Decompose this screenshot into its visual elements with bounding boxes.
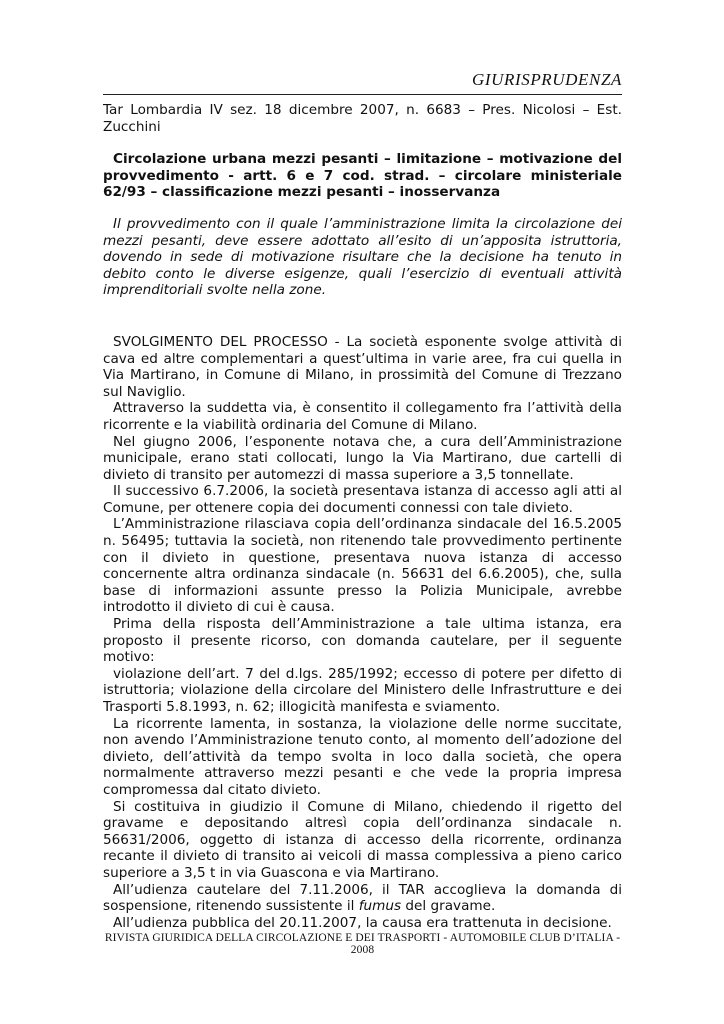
- massima-summary: Il provvedimento con il quale l’amministrazione limita la circolazione dei mezzi pesanti, deve essere adottato all’esito di un’apposita istruttoria, dovendo in sede di motivazione risultare che la decisione ha tenuto in debito conto le diverse esigenze, quali l’esercizio di eventuali attività imprenditoriali svolte nella zone.: [103, 215, 622, 299]
- paragraph: Prima della risposta dell’Amministrazione a tale ultima istanza, era proposto il presente ricorso, con domanda cautelare, per il seguente motivo:: [103, 616, 622, 666]
- paragraph: La ricorrente lamenta, in sostanza, la violazione delle norme succitate, non avendo l’Amministrazione tenuto conto, al momento dell’adozione del divieto, dell’attività da tempo svolta in loco dalla società, che opera normalmente attraverso mezzi pesanti e che vede la propria impresa compromessa dal citato divieto.: [103, 715, 622, 798]
- paragraph: Si costituiva in giudizio il Comune di Milano, chiedendo il rigetto del gravame e depositando altresì copia dell’ordinanza sindacale n. 56631/2006, oggetto di istanza di accesso della ricorrente, ordinanza recante il divieto di transito ai veicoli di massa complessiva a pieno carico superiore a 3,5 t in via Guascona e via Martirano.: [103, 798, 622, 881]
- paragraph: L’Amministrazione rilasciava copia dell’ordinanza sindacale del 16.5.2005 n. 56495; tuttavia la società, non ritenendo tale provvedimento pertinente con il divieto in questione, presentava nuova istanza di accesso concernente altra ordinanza sindacale (n. 56631 del 6.6.2005), che, sulla base di informazioni assunte presso la Polizia Municipale, avrebbe introdotto il divieto di cui è causa.: [103, 516, 622, 616]
- paragraph: violazione dell’art. 7 del d.lgs. 285/1992; eccesso di potere per difetto di istruttoria; violazione della circolare del Ministero delle Infrastrutture e dei Trasporti 5.8.1993, n. 62; illogicità manifesta e sviamento.: [103, 665, 622, 715]
- page-footer: RIVISTA GIURIDICA DELLA CIRCOLAZIONE E DEI TRASPORTI - AUTOMOBILE CLUB D’ITALIA - 2008: [104, 932, 621, 956]
- paragraph: Nel giugno 2006, l’esponente notava che, a cura dell’Amministrazione municipale, erano stati collocati, lungo la Via Martirano, due cartelli di divieto di transito per automezzi di massa superiore a 3,5 tonnellate.: [103, 433, 622, 483]
- paragraph: Il successivo 6.7.2006, la società presentava istanza di accesso agli atti al Comune, per ottenere copia dei documenti connessi con tale divieto.: [103, 483, 622, 516]
- paragraph-italic-term: fumus: [358, 898, 402, 915]
- paragraph: All’udienza pubblica del 20.11.2007, la causa era trattenuta in decisione.: [113, 914, 612, 931]
- massima-heading: Circolazione urbana mezzi pesanti – limitazione – motivazione del provvedimento - artt. 6 e 7 cod. strad. – circolare ministeriale 62/93 – classificazione mezzi pesanti – inosservanza: [103, 151, 622, 201]
- article-body: [103, 102, 622, 931]
- paragraph-text: del gravame.: [401, 898, 496, 915]
- section-header: GIURISPRUDENZA: [471, 70, 622, 89]
- paragraph: SVOLGIMENTO DEL PROCESSO - La società esponente svolge attività di cava ed altre complementari a quest’ultima in varie aree, fra cui quella in Via Martirano, in Comune di Milano, in prossimità del Comune di Trezzano sul Naviglio.: [103, 333, 622, 400]
- header-divider: [103, 94, 622, 95]
- paragraph: Attraverso la suddetta via, è consentito il collegamento fra l’attività della ricorrente e la viabilità ordinaria del Comune di Milano.: [103, 400, 622, 433]
- case-citation: Tar Lombardia IV sez. 18 dicembre 2007, n. 6683 – Pres. Nicolosi – Est. Zucchini: [103, 102, 622, 135]
- paragraph: [103, 882, 622, 915]
- paragraph-text: All’udienza cautelare del 7.11.2006, il TAR accoglieva la domanda di sospensione, ritenendo sussistente il: [103, 881, 622, 915]
